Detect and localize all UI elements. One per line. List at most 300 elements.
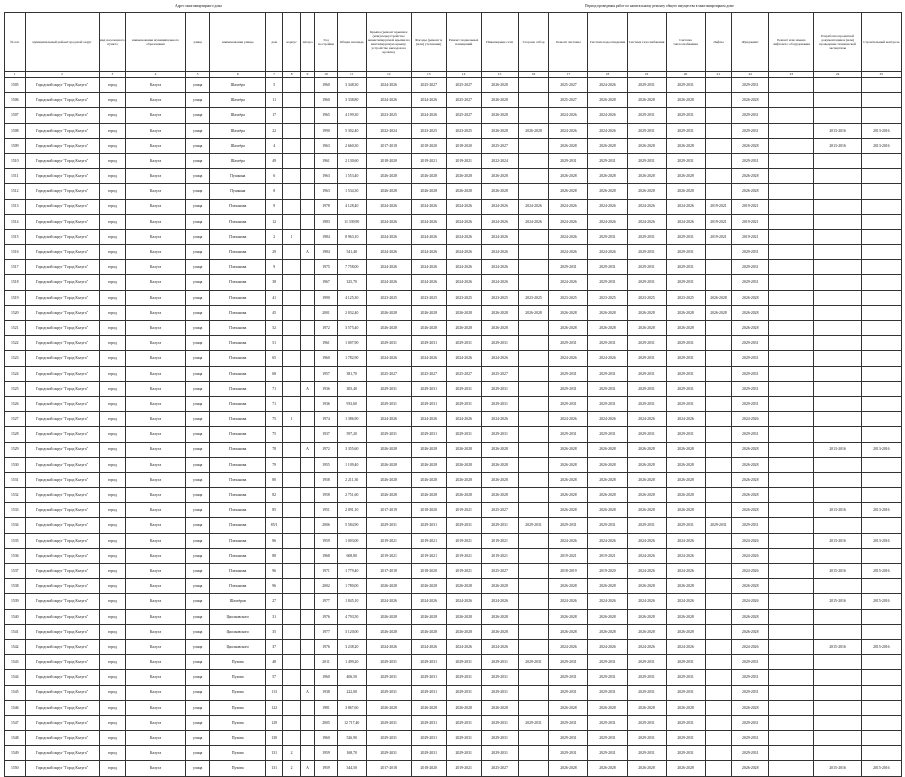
cell-cel: 2029-2031 xyxy=(446,731,481,746)
cell-lit xyxy=(300,503,314,518)
cell-s: улица xyxy=(185,93,210,108)
cell-k xyxy=(283,670,300,685)
cell-cel: 2024-2026 xyxy=(446,199,481,214)
cell-lit xyxy=(300,670,314,685)
cell-rep: 2029-2031 xyxy=(549,685,588,700)
cell-proj xyxy=(814,655,861,670)
cell-m: Калуга xyxy=(126,153,186,168)
cell-lift2 xyxy=(769,78,814,93)
cell-ctrl xyxy=(861,412,901,427)
cell-ctrl: 2013-2016 xyxy=(861,533,901,548)
cell-n: 1535 xyxy=(5,533,26,548)
cell-lift2 xyxy=(769,533,814,548)
cell-ctrl xyxy=(861,427,901,442)
cell-d: Городской округ "Город Калуга" xyxy=(25,685,99,700)
table-row xyxy=(5,685,902,700)
cell-roof: 2024-2026 xyxy=(366,351,411,366)
cell-y: 1981 xyxy=(315,700,338,715)
cell-k xyxy=(283,321,300,336)
cell-lit xyxy=(300,169,314,184)
cell-lit xyxy=(300,564,314,579)
cell-fac: 2026-2028 xyxy=(411,321,446,336)
cell-roof: 2026-2028 xyxy=(366,624,411,639)
cell-lift2 xyxy=(769,138,814,153)
cell-lift xyxy=(705,670,732,685)
cell-rep: 2029-2031 xyxy=(549,366,588,381)
cell-s: улица xyxy=(185,746,210,761)
cell-fac: 2029-2031 xyxy=(411,715,446,730)
cell-fac: 2026-2028 xyxy=(411,579,446,594)
cell-h: 45 xyxy=(265,305,282,320)
table-row xyxy=(5,594,902,609)
cell-sewer: 2029-2031 xyxy=(588,275,627,290)
cell-m: Калуга xyxy=(126,366,186,381)
cell-h: 75 xyxy=(265,412,282,427)
cell-rep: 2024-2026 xyxy=(549,108,588,123)
cell-sn: Циолковского xyxy=(210,624,265,639)
cell-h: 131 xyxy=(265,761,282,776)
cell-eng: 2026-2028 xyxy=(481,123,518,138)
cell-ctrl xyxy=(861,609,901,624)
cell-fund: 2019-2021 xyxy=(732,199,769,214)
cell-side xyxy=(518,533,549,548)
cell-k xyxy=(283,381,300,396)
cell-rep: 2019-2021 xyxy=(549,548,588,563)
cell-n: 1546 xyxy=(5,700,26,715)
cell-sn: Плеханова xyxy=(210,351,265,366)
cell-ctrl: 2015-2016 xyxy=(861,594,901,609)
cell-side xyxy=(518,427,549,442)
cell-s: улица xyxy=(185,321,210,336)
cell-ctrl xyxy=(861,670,901,685)
cell-lift2 xyxy=(769,457,814,472)
cell-lift: 2019-2021 xyxy=(705,199,732,214)
cell-cel: 2029-2031 xyxy=(446,715,481,730)
cell-roof: 2029-2031 xyxy=(366,427,411,442)
cell-k xyxy=(283,442,300,457)
cell-a: 608,80 xyxy=(337,548,366,563)
cell-sewer: 2024-2026 xyxy=(588,639,627,654)
cell-gas: 2026-2028 xyxy=(627,138,666,153)
cell-ctrl xyxy=(861,579,901,594)
cell-m: Калуга xyxy=(126,412,186,427)
cell-d: Городской округ "Город Калуга" xyxy=(25,381,99,396)
cell-m: Калуга xyxy=(126,214,186,229)
cell-sewer: 2029-2031 xyxy=(588,260,627,275)
column-number: 17 xyxy=(549,72,588,78)
cell-fac: 2025-2027 xyxy=(411,366,446,381)
cell-sewer: 2029-2031 xyxy=(588,229,627,244)
cell-cel: 2026-2028 xyxy=(446,624,481,639)
cell-proj xyxy=(814,245,861,260)
cell-heat: 2024-2026 xyxy=(666,564,705,579)
cell-fac: 2029-2031 xyxy=(411,381,446,396)
cell-roof: 2029-2031 xyxy=(366,685,411,700)
cell-lift xyxy=(705,761,732,776)
cell-fac: 2024-2026 xyxy=(411,639,446,654)
cell-heat: 2029-2031 xyxy=(666,670,705,685)
table-row xyxy=(5,93,902,108)
cell-eng: 2025-2027 xyxy=(481,564,518,579)
cell-m: Калуга xyxy=(126,472,186,487)
cell-cel: 2026-2028 xyxy=(446,579,481,594)
cell-eng: 2024-2026 xyxy=(481,275,518,290)
cell-a: 1 007,90 xyxy=(337,336,366,351)
cell-h: 131 xyxy=(265,746,282,761)
cell-n: 1529 xyxy=(5,442,26,457)
cell-cel: 2019-2021 xyxy=(446,548,481,563)
cell-sewer: 2019-2021 xyxy=(588,548,627,563)
cell-sewer: 2029-2031 xyxy=(588,746,627,761)
cell-y: 1972 xyxy=(315,321,338,336)
cell-lift2 xyxy=(769,746,814,761)
column-number: 18 xyxy=(588,72,627,78)
cell-side xyxy=(518,503,549,518)
cell-fund: 2024-2026 xyxy=(732,548,769,563)
cell-fund: 2029-2031 xyxy=(732,123,769,138)
cell-ctrl: 2013-2016 xyxy=(861,123,901,138)
cell-roof: 2026-2028 xyxy=(366,442,411,457)
cell-fund: 2026-2028 xyxy=(732,321,769,336)
cell-k xyxy=(283,731,300,746)
cell-side xyxy=(518,321,549,336)
cell-fund: 2026-2028 xyxy=(732,472,769,487)
cell-lit xyxy=(300,548,314,563)
cell-s: улица xyxy=(185,472,210,487)
cell-m: Калуга xyxy=(126,488,186,503)
cell-heat: 2026-2028 xyxy=(666,472,705,487)
table-row xyxy=(5,746,902,761)
cell-sewer: 2029-2031 xyxy=(588,153,627,168)
cell-m: Калуга xyxy=(126,594,186,609)
cell-lit xyxy=(300,138,314,153)
column-header: Инженерные сети xyxy=(481,13,518,72)
cell-lit xyxy=(300,579,314,594)
cell-cel: 2026-2028 xyxy=(446,184,481,199)
cell-k xyxy=(283,366,300,381)
cell-heat: 2024-2026 xyxy=(666,412,705,427)
cell-sewer: 2026-2028 xyxy=(588,624,627,639)
cell-y: 2011 xyxy=(315,655,338,670)
cell-rep: 2026-2028 xyxy=(549,472,588,487)
cell-sn: Плеханова xyxy=(210,579,265,594)
cell-y: 1960 xyxy=(315,731,338,746)
column-header: Система газоснабжения xyxy=(627,13,666,72)
cell-lift2 xyxy=(769,199,814,214)
cell-heat: 2026-2028 xyxy=(666,624,705,639)
cell-gas: 2029-2031 xyxy=(627,746,666,761)
cell-n: 1543 xyxy=(5,655,26,670)
cell-eng: 2029-2031 xyxy=(481,655,518,670)
cell-roof: 2017-2018 xyxy=(366,564,411,579)
cell-h: 41 xyxy=(265,290,282,305)
table-row xyxy=(5,153,902,168)
cell-lift xyxy=(705,366,732,381)
cell-t: город xyxy=(99,153,126,168)
cell-n: 1544 xyxy=(5,670,26,685)
cell-a: 1 534,30 xyxy=(337,184,366,199)
column-number: 3 xyxy=(99,72,126,78)
column-header: Ремонт или замена лифтового оборудования xyxy=(769,13,814,72)
cell-eng: 2025-2027 xyxy=(481,761,518,776)
cell-k xyxy=(283,624,300,639)
cell-fac: 2024-2026 xyxy=(411,199,446,214)
cell-lift xyxy=(705,184,732,199)
cell-lift2 xyxy=(769,275,814,290)
cell-s: улица xyxy=(185,396,210,411)
cell-heat: 2026-2028 xyxy=(666,305,705,320)
cell-fund: 2029-2031 xyxy=(732,108,769,123)
cell-roof: 2029-2031 xyxy=(366,518,411,533)
cell-fac: 2026-2028 xyxy=(411,700,446,715)
cell-m: Калуга xyxy=(126,579,186,594)
cell-lit xyxy=(300,518,314,533)
cell-n: 1525 xyxy=(5,381,26,396)
cell-fac: 2019-2021 xyxy=(411,548,446,563)
cell-k xyxy=(283,351,300,366)
cell-gas: 2024-2026 xyxy=(627,214,666,229)
cell-cel: 2018-2020 xyxy=(446,138,481,153)
cell-sewer: 2029-2031 xyxy=(588,336,627,351)
cell-roof: 2026-2028 xyxy=(366,609,411,624)
table-row xyxy=(5,305,902,320)
cell-sewer: 2026-2028 xyxy=(588,488,627,503)
cell-fac: 2019-2021 xyxy=(411,153,446,168)
cell-n: 1523 xyxy=(5,351,26,366)
cell-fac: 2026-2028 xyxy=(411,169,446,184)
cell-roof: 2019-2021 xyxy=(366,548,411,563)
cell-side: 2023-2025 xyxy=(518,290,549,305)
cell-s: улица xyxy=(185,518,210,533)
cell-eng: 2019-2021 xyxy=(481,533,518,548)
cell-rep: 2029-2031 xyxy=(549,381,588,396)
cell-roof: 2026-2028 xyxy=(366,184,411,199)
cell-side: 2026-2028 xyxy=(518,123,549,138)
cell-ctrl xyxy=(861,245,901,260)
cell-lift xyxy=(705,731,732,746)
cell-gas: 2029-2031 xyxy=(627,731,666,746)
cell-y: 1960 xyxy=(315,93,338,108)
table-row xyxy=(5,548,902,563)
cell-d: Городской округ "Город Калуга" xyxy=(25,655,99,670)
cell-n: 1542 xyxy=(5,639,26,654)
cell-fund: 2026-2028 xyxy=(732,609,769,624)
cell-lift2 xyxy=(769,153,814,168)
cell-fund: 2026-2028 xyxy=(732,761,769,776)
cell-k xyxy=(283,199,300,214)
cell-fac: 2029-2031 xyxy=(411,731,446,746)
cell-h: 122 xyxy=(265,700,282,715)
cell-sn: Плеханова xyxy=(210,214,265,229)
cell-gas: 2029-2031 xyxy=(627,518,666,533)
cell-lift xyxy=(705,336,732,351)
cell-n: 1532 xyxy=(5,488,26,503)
cell-n: 1539 xyxy=(5,594,26,609)
cell-sn: Пухова xyxy=(210,715,265,730)
cell-lit xyxy=(300,229,314,244)
cell-roof: 2024-2026 xyxy=(366,412,411,427)
table-row xyxy=(5,655,902,670)
cell-gas: 2026-2028 xyxy=(627,609,666,624)
cell-n: 1550 xyxy=(5,761,26,776)
cell-a: 325,70 xyxy=(337,275,366,290)
cell-y: 1961 xyxy=(315,153,338,168)
cell-d: Городской округ "Город Калуга" xyxy=(25,503,99,518)
cell-lift xyxy=(705,396,732,411)
cell-fund: 2029-2031 xyxy=(732,685,769,700)
cell-gas: 2024-2026 xyxy=(627,594,666,609)
cell-sewer: 2029-2031 xyxy=(588,396,627,411)
cell-side: 2026-2028 xyxy=(518,305,549,320)
cell-roof: 2024-2026 xyxy=(366,214,411,229)
cell-lift2 xyxy=(769,503,814,518)
cell-gas: 2029-2031 xyxy=(627,260,666,275)
cell-k xyxy=(283,579,300,594)
cell-m: Калуга xyxy=(126,336,186,351)
cell-ctrl xyxy=(861,655,901,670)
cell-lift xyxy=(705,123,732,138)
cell-cel: 2019-2021 xyxy=(446,533,481,548)
cell-roof: 2022-2024 xyxy=(366,123,411,138)
cell-side xyxy=(518,396,549,411)
cell-t: город xyxy=(99,746,126,761)
cell-lit xyxy=(300,746,314,761)
cell-gas: 2026-2028 xyxy=(627,169,666,184)
cell-side xyxy=(518,670,549,685)
cell-sewer: 2024-2026 xyxy=(588,412,627,427)
cell-a: 3 238,20 xyxy=(337,639,366,654)
cell-lift2 xyxy=(769,93,814,108)
cell-fac: 2026-2028 xyxy=(411,488,446,503)
cell-lift xyxy=(705,579,732,594)
cell-sn: Плеханова xyxy=(210,564,265,579)
cell-m: Калуга xyxy=(126,503,186,518)
cell-roof: 2029-2031 xyxy=(366,731,411,746)
cell-h: 80 xyxy=(265,472,282,487)
cell-lift xyxy=(705,153,732,168)
column-header: литера xyxy=(300,13,314,72)
cell-heat: 2026-2028 xyxy=(666,503,705,518)
cell-y: 2005 xyxy=(315,715,338,730)
cell-lift: 2026-2028 xyxy=(705,290,732,305)
cell-s: улица xyxy=(185,123,210,138)
cell-s: улица xyxy=(185,731,210,746)
cell-n: 1516 xyxy=(5,245,26,260)
table-row xyxy=(5,199,902,214)
cell-m: Калуга xyxy=(126,761,186,776)
cell-d: Городской округ "Город Калуга" xyxy=(25,472,99,487)
table-body xyxy=(5,78,902,777)
cell-cel: 2024-2026 xyxy=(446,260,481,275)
cell-sn: Пухова xyxy=(210,685,265,700)
cell-eng: 2026-2028 xyxy=(481,457,518,472)
cell-m: Калуга xyxy=(126,655,186,670)
cell-roof: 2024-2026 xyxy=(366,594,411,609)
cell-gas: 2024-2026 xyxy=(627,412,666,427)
cell-d: Городской округ "Город Калуга" xyxy=(25,184,99,199)
cell-n: 1511 xyxy=(5,169,26,184)
cell-k xyxy=(283,715,300,730)
cell-gas: 2026-2028 xyxy=(627,624,666,639)
cell-sn: Плеханова xyxy=(210,381,265,396)
cell-m: Калуга xyxy=(126,685,186,700)
column-header: Фундамент xyxy=(732,13,769,72)
cell-rep: 2026-2028 xyxy=(549,169,588,184)
cell-h: 35 xyxy=(265,624,282,639)
cell-fund: 2029-2031 xyxy=(732,427,769,442)
cell-eng: 2024-2026 xyxy=(481,199,518,214)
cell-rep: 2024-2026 xyxy=(549,594,588,609)
cell-rep: 2026-2028 xyxy=(549,184,588,199)
cell-heat: 2029-2031 xyxy=(666,366,705,381)
table-row xyxy=(5,518,902,533)
cell-s: улица xyxy=(185,609,210,624)
cell-d: Городской округ "Город Калуга" xyxy=(25,533,99,548)
cell-sewer: 2026-2028 xyxy=(588,579,627,594)
cell-t: город xyxy=(99,579,126,594)
cell-s: улица xyxy=(185,366,210,381)
cell-sn: Плеханова xyxy=(210,533,265,548)
cell-proj xyxy=(814,93,861,108)
cell-k xyxy=(283,564,300,579)
cell-cel: 2029-2031 xyxy=(446,381,481,396)
cell-cel: 2024-2026 xyxy=(446,594,481,609)
cell-a: 1 386,90 xyxy=(337,412,366,427)
cell-ctrl xyxy=(861,624,901,639)
cell-roof: 2024-2026 xyxy=(366,639,411,654)
cell-cel: 2024-2026 xyxy=(446,275,481,290)
cell-lift xyxy=(705,488,732,503)
cell-eng: 2024-2026 xyxy=(481,245,518,260)
cell-sn: Шахтёра xyxy=(210,108,265,123)
cell-proj xyxy=(814,214,861,229)
cell-lift2 xyxy=(769,290,814,305)
cell-d: Городской округ "Город Калуга" xyxy=(25,457,99,472)
cell-gas: 2029-2031 xyxy=(627,78,666,93)
cell-rep: 2024-2026 xyxy=(549,214,588,229)
cell-lit xyxy=(300,457,314,472)
cell-proj xyxy=(814,412,861,427)
cell-s: улица xyxy=(185,533,210,548)
cell-d: Городской округ "Город Калуга" xyxy=(25,746,99,761)
cell-gas: 2026-2028 xyxy=(627,472,666,487)
cell-y: 1977 xyxy=(315,594,338,609)
cell-t: город xyxy=(99,108,126,123)
cell-lift xyxy=(705,275,732,290)
cell-proj xyxy=(814,275,861,290)
address-group-label: Адрес многоквартирного дома xyxy=(175,4,222,8)
cell-sewer: 2026-2028 xyxy=(588,503,627,518)
cell-gas: 2029-2031 xyxy=(627,366,666,381)
cell-n: 1508 xyxy=(5,123,26,138)
cell-y: 1938 xyxy=(315,685,338,700)
cell-y: 1990 xyxy=(315,123,338,138)
cell-proj: 2013-2016 xyxy=(814,442,861,457)
cell-k xyxy=(283,108,300,123)
cell-heat: 2024-2026 xyxy=(666,639,705,654)
cell-sewer: 2026-2028 xyxy=(588,138,627,153)
cell-gas: 2029-2031 xyxy=(627,153,666,168)
cell-y: 1951 xyxy=(315,503,338,518)
cell-y: 1972 xyxy=(315,442,338,457)
cell-cel: 2029-2031 xyxy=(446,427,481,442)
table-row xyxy=(5,229,902,244)
cell-cel: 2029-2031 xyxy=(446,396,481,411)
cell-fund: 2029-2031 xyxy=(732,670,769,685)
cell-cel: 2029-2031 xyxy=(446,655,481,670)
cell-side xyxy=(518,685,549,700)
cell-lit xyxy=(300,290,314,305)
